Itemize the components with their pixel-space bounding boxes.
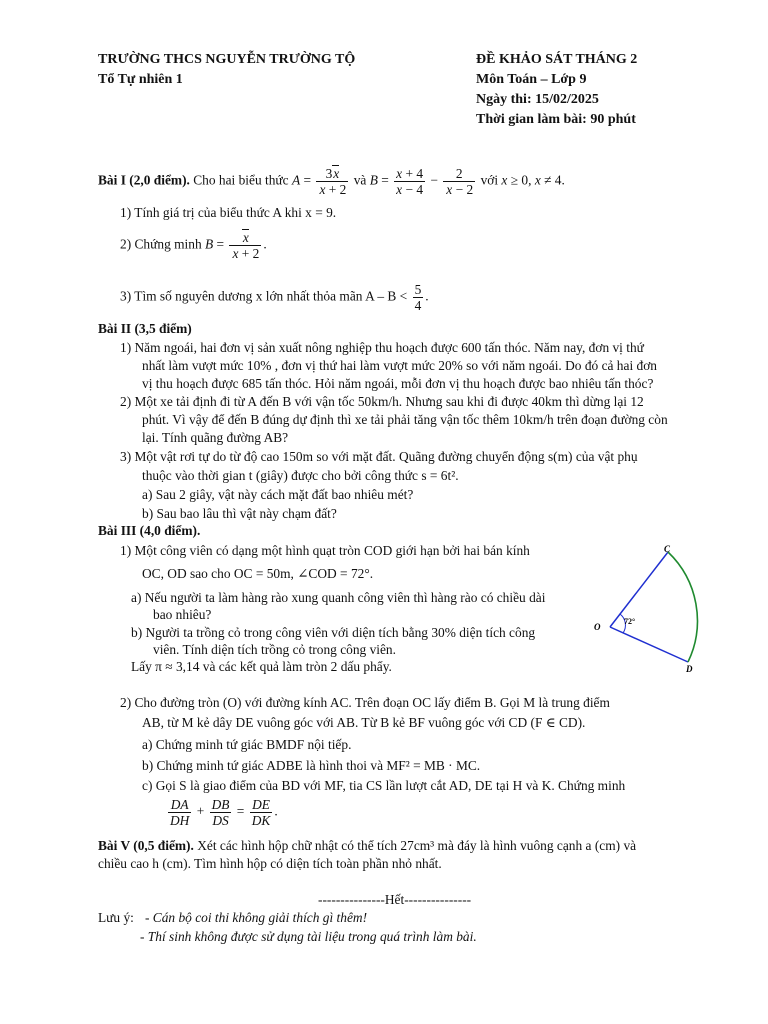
bai3-p2-a: a) Chứng minh tứ giác BMDF nội tiếp. — [142, 737, 352, 752]
subject: Môn Toán – Lớp 9 — [476, 72, 587, 87]
bai3-p1-note: Lấy π ≈ 3,14 và các kết quả làm tròn 2 dấu phẩy. — [131, 659, 392, 674]
bai5-title: Bài V (0,5 điểm). — [98, 838, 194, 853]
bai2-p1-line3: vị thu hoạch được 685 tấn thóc. Hỏi năm ngoái, mỗi đơn vị thu hoạch được bao nhiêu tấn thóc? — [142, 376, 654, 391]
bai2-p3-line2: thuộc vào thời gian t (giây) được cho bởi công thức s = 6t². — [142, 468, 459, 483]
bai1-cond: với — [480, 172, 499, 188]
bai1-q3: 3) Tìm số nguyên dương x lớn nhất thỏa mãn A – B < $\frac{5}{4}$ . — [120, 282, 429, 313]
exam-date: Ngày thi: 15/02/2025 — [476, 92, 599, 107]
bai1-and: và — [353, 172, 367, 188]
bai3-p1-b2: viên. Tính diện tích trồng cỏ trong công viên. — [153, 642, 396, 657]
bai3-p2-c-formula: $\frac{DA}{DH}$ + $\frac{DB}{DS}$ = $\frac{DE}{DK}$ . — [170, 797, 278, 828]
bai1-q2: 2) Chứng minh B = $\frac{x}{x + 2}$ . — [120, 230, 267, 261]
bai2-p3-line1: 3) Một vật rơi tự do từ độ cao 150m so với mặt đất. Quãng đường chuyển động s(m) của vật phụ — [120, 449, 638, 464]
radius-od — [610, 627, 688, 662]
bai2-p2-line3: lại. Tính quãng đường AB? — [142, 430, 289, 445]
bai3-p2-line2: AB, từ M kẻ dây DE vuông góc với AB. Từ B kẻ BF vuông góc với CD (F ∈ CD). — [142, 715, 586, 730]
end-marker: ---------------Hết--------------- — [318, 892, 472, 907]
arc-cd — [668, 552, 697, 662]
bai2-title: Bài II (3,5 điểm) — [98, 321, 192, 336]
bai3-p1-b1: b) Người ta trồng cỏ trong công viên với diện tích bằng 30% diện tích công — [131, 625, 536, 640]
bai3-p1-a2: bao nhiêu? — [153, 607, 212, 622]
bai3-p1-line2: OC, OD sao cho OC = 50m, ∠COD = 72°. — [142, 566, 374, 581]
bai5-text1: Xét các hình hộp chữ nhật có thể tích 27cm³ mà đáy là hình vuông cạnh a (cm) và — [197, 838, 637, 853]
label-c: C — [664, 544, 671, 554]
radius-oc — [610, 552, 668, 627]
group-name: Tổ Tự nhiên 1 — [98, 72, 183, 87]
bai1-q3-text: 3) Tìm số nguyên dương x lớn nhất thỏa mãn A – B < — [120, 288, 408, 304]
label-o: O — [594, 622, 601, 632]
note-2: - Thí sinh không được sử dụng tài liệu trong quá trình làm bài. — [140, 929, 477, 944]
bai1-statement: Bài I (2,0 điểm). Cho hai biểu thức A = $\frac{3x}{x + 2}$ và B = $\frac{x + 4}{x - 4}$ − $\frac{2}{x - 2}$ với x ≥ 0, x ≠ 4. — [98, 166, 565, 197]
bai5-line2: chiều cao h (cm). Tìm hình hộp có diện tích toàn phần nhỏ nhất. — [98, 856, 442, 871]
bai5-line1 — [98, 838, 636, 854]
duration: Thời gian làm bài: 90 phút — [476, 112, 636, 127]
bai2-p2-line1: 2) Một xe tải định đi từ A đến B với vận tốc 50km/h. Nhưng sau khi đi được 40km thì dừng lại 12 — [120, 394, 644, 409]
label-d: D — [686, 664, 693, 674]
bai3-p1-a1: a) Nếu người ta làm hàng rào xung quanh công viên thì hàng rào có chiều dài — [131, 590, 546, 605]
bai3-p2-b: b) Chứng minh tứ giác ADBE là hình thoi và MF² = MB · MC. — [142, 758, 481, 773]
bai1-title: Bài I (2,0 điểm). — [98, 172, 190, 188]
note-label: Lưu ý: — [98, 910, 134, 925]
bai2-p3-a: a) Sau 2 giây, vật này cách mặt đất bao nhiêu mét? — [142, 487, 414, 502]
note-1: - Cán bộ coi thi không giải thích gì thêm! — [145, 910, 368, 925]
bai3-title: Bài III (4,0 điểm). — [98, 523, 201, 538]
bai2-p1-line1: 1) Năm ngoái, hai đơn vị sản xuất nông nghiệp thu hoạch được 600 tấn thóc. Năm nay, đơn vị thứ — [120, 340, 644, 355]
bai1-q1: 1) Tính giá trị của biểu thức A khi x = 9. — [120, 205, 337, 220]
school-name: TRƯỜNG THCS NGUYỄN TRƯỜNG TỘ — [98, 52, 356, 67]
bai3-p2-line1: 2) Cho đường tròn (O) với đường kính AC. Trên đoạn OC lấy điểm B. Gọi M là trung điểm — [120, 695, 610, 710]
bai2-p1-line2: nhất làm vượt mức 10% , đơn vị thứ hai làm vượt mức 20% so với năm ngoái. Do đó cả hai đơn — [142, 358, 657, 373]
bai1-intro: Cho hai biểu thức — [193, 172, 289, 188]
bai2-p3-b: b) Sau bao lâu thì vật này chạm đất? — [142, 506, 337, 521]
exam-title: ĐỀ KHẢO SÁT THÁNG 2 — [476, 52, 638, 67]
bai1-q2-text: 2) Chứng minh — [120, 236, 202, 252]
bai3-p1-line1: 1) Một công viên có dạng một hình quạt tròn COD giới hạn bởi hai bán kính — [120, 543, 530, 558]
bai3-p2-c: c) Gọi S là giao điểm của BD với MF, tia CS lần lượt cắt AD, DE tại H và K. Chứng minh — [142, 778, 626, 793]
sector-cod-figure — [588, 540, 708, 675]
bai2-p2-line2: phút. Vì vậy để đến B đúng dự định thì xe tải phải tăng vận tốc thêm 10km/h trên đoạn đường còn — [142, 412, 668, 427]
label-angle: 72° — [624, 617, 636, 626]
